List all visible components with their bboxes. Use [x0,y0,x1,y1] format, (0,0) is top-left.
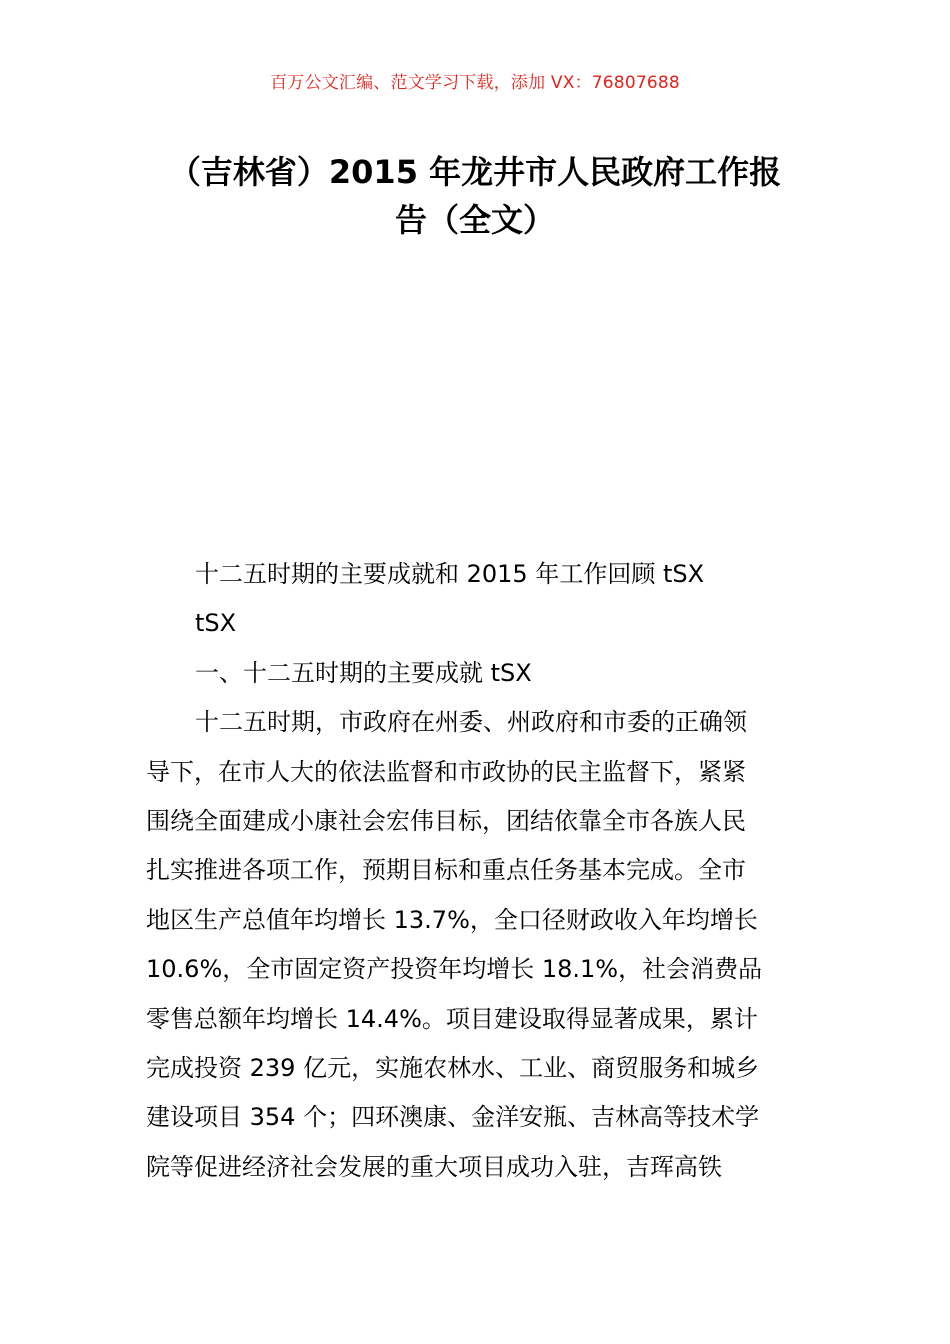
document-body [146,550,810,1192]
paragraph-line: 十二五时期，市政府在州委、州政府和市委的正确领 [195,708,747,737]
paragraph-line: 围绕全面建成小康社会宏伟目标，团结依靠全市各族人民 [146,806,746,835]
text-line: tSX [195,609,237,638]
paragraph-line: 完成投资 239 亿元，实施农林水、工业、商贸服务和城乡 [146,1053,760,1082]
subsection-heading: 一、十二五时期的主要成就 tSX [195,658,532,687]
paragraph-line: 建设项目 354 个；四环澳康、金洋安瓶、吉林高等技术学 [146,1103,760,1132]
section-heading: 十二五时期的主要成就和 2015 年工作回顾 tSX [195,560,705,588]
paragraph-line: 地区生产总值年均增长 13.7%，全口径财政收入年均增长 [146,905,758,934]
paragraph-line: 10.6%，全市固定资产投资年均增长 18.1%，社会消费品 [146,955,763,984]
paragraph-line: 扎实推进各项工作，预期目标和重点任务基本完成。全市 [146,856,746,885]
header-watermark-text: 百万公文汇编、范文学习下载，添加 VX：76807688 [270,73,680,93]
paragraph-line: 零售总额年均增长 14.4%。项目建设取得显著成果，累计 [146,1004,758,1033]
document-title [140,148,810,244]
paragraph-line: 院等促进经济社会发展的重大项目成功入驻，吉珲高铁 [146,1152,722,1181]
title-line-2: 告（全文） [394,201,555,239]
paragraph-line: 导下，在市人大的依法监督和市政协的民主监督下，紧紧 [146,757,746,786]
title-line-1: （吉林省）2015 年龙井市人民政府工作报 [168,153,782,191]
